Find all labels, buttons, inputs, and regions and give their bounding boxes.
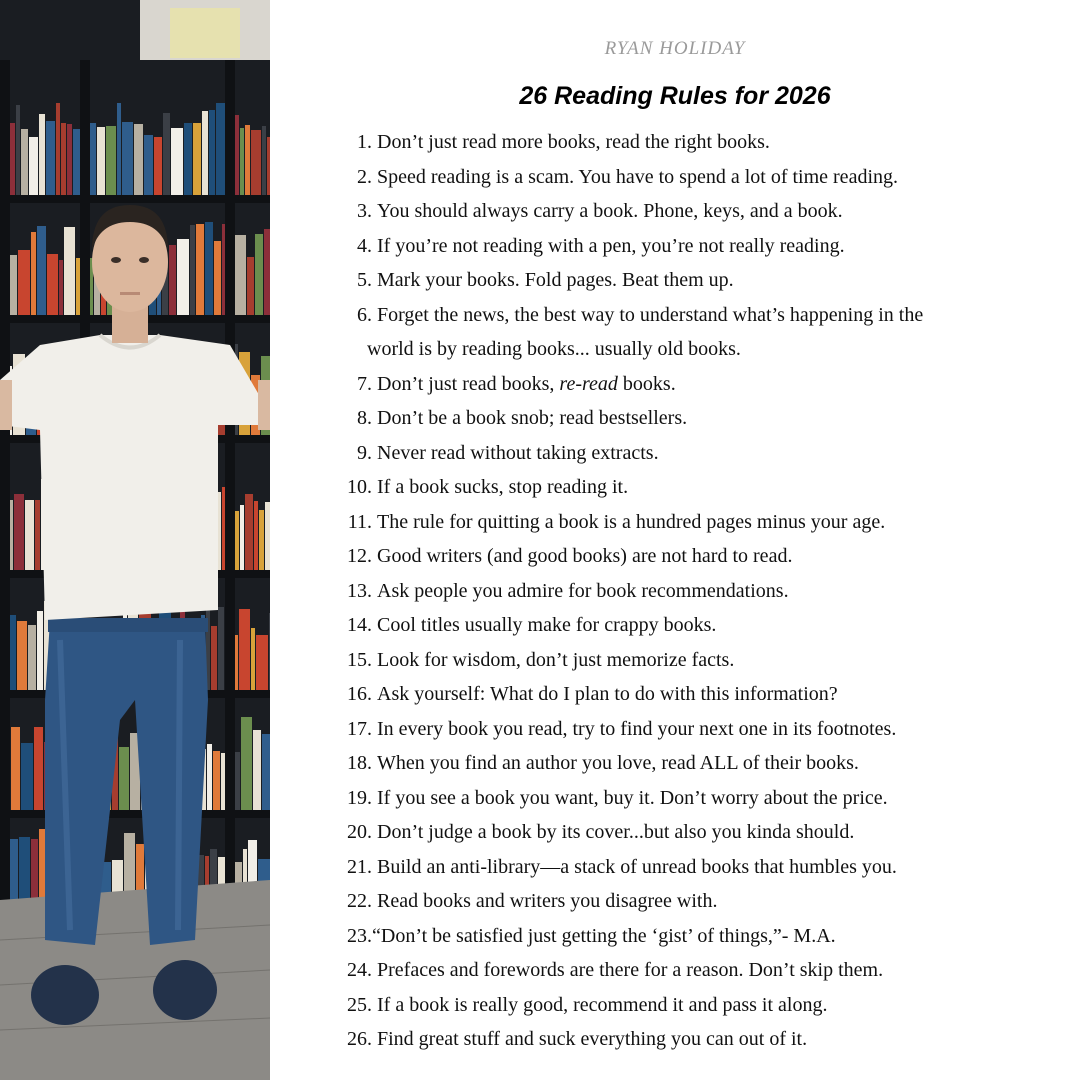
rule-text: Speed reading is a scam. You have to spend a lot of time reading. [377,165,898,188]
rule-text: Find great stuff and suck everything you can out of it. [377,1028,808,1050]
book-spine [262,126,266,195]
rule-text-part: Don’t just read books, [377,372,560,395]
book-spine [247,257,254,315]
book-spine [17,621,27,690]
book-spine [245,125,250,195]
book-spine [171,128,183,195]
page-title: 26 Reading Rules for 2026 [519,82,831,110]
shelf-post [225,60,235,920]
rule-text: Forget the news, the best way to understand what’s happening in the [377,303,924,326]
rule-text: Ask yourself: What do I plan to do with this information? [377,683,838,705]
rule-text: Read books and writers you disagree with. [377,890,718,912]
rule-number: 9. [357,441,372,464]
author-name: RYAN HOLIDAY [604,38,746,59]
book-spine [256,635,268,690]
rule-item [332,677,1042,712]
rule-number: 14. [347,614,372,636]
book-spine [144,135,153,195]
rule-number: 12. [347,545,372,567]
rule-item [332,298,1042,367]
book-spine [211,626,217,690]
rule-item [332,436,1042,471]
book-spine [25,500,34,570]
rule-number: 25. [347,993,372,1016]
shelf-post [0,60,10,920]
book-spine [234,235,246,315]
rule-text: Ask people you admire for book recommendations. [377,579,789,602]
rule-item [332,1022,1042,1057]
book-spine [196,224,204,315]
book-spine [61,123,66,195]
book-spine [106,126,116,195]
rule-text-emphasis: re-read [559,372,618,395]
rule-number: 16. [347,683,372,705]
rule-item [332,953,1042,988]
book-spine [154,137,162,195]
book-spine [31,232,36,315]
rule-number: 1. [357,131,372,153]
book-spine [64,227,75,315]
rule-text: Cool titles usually make for crappy books. [377,614,717,636]
rule-item [332,781,1042,816]
book-spine [239,609,250,690]
book-spine [122,122,133,195]
book-spine [28,625,36,690]
rule-number: 15. [347,648,372,671]
rule-item [332,367,1042,402]
book-spine [56,103,60,195]
rule-text: If a book is really good, recommend it and pass it along. [377,993,828,1016]
rule-number: 4. [357,234,372,257]
rule-number: 18. [347,752,372,774]
book-spine [245,494,253,570]
rule-text: Don’t be a book snob; read bestsellers. [377,407,688,429]
rule-item [332,643,1042,678]
book-spine [202,111,208,195]
book-spine [205,222,213,315]
rule-text: In every book you read, try to find your next one in its footnotes. [377,717,897,740]
book-spine [39,114,45,195]
rule-item [332,470,1042,505]
rule-number: 10. [347,476,372,498]
book-spine [255,234,263,315]
book-spine [240,505,244,570]
rule-text: “Don’t be satisfied just getting the ‘gist’ of things,”- M.A. [372,924,836,947]
book-spine [213,751,220,810]
book-spine [46,121,55,195]
rule-text: If you see a book you want, buy it. Don’t worry about the price. [377,786,888,809]
rule-item [332,194,1042,229]
rule-item [332,712,1042,747]
book-spine [21,743,33,810]
book-spine [37,226,46,315]
rule-text [372,367,676,402]
book-spine [47,254,58,315]
rule-number: 26. [347,1028,372,1050]
rule-number: 11. [347,510,372,533]
author-photo [0,0,270,1080]
rule-number: 23. [347,924,372,947]
rule-text-part: books. [617,372,676,395]
book-spine [21,129,28,195]
rule-text: When you find an author you love, read ALL of their books. [377,752,859,774]
rule-text: Build an anti-library—a stack of unread books that humbles you. [377,855,897,878]
book-spine [97,127,105,195]
book-spine [18,250,30,315]
book-spine [37,611,43,690]
rule-text: Good writers (and good books) are not hard to read. [377,545,793,567]
rule-number: 3. [357,200,372,222]
rule-item [332,229,1042,264]
rule-number: 17. [347,717,372,740]
rule-text: Don’t just read more books, read the right books. [377,131,770,153]
book-spine [59,260,63,315]
rule-text-continuation: world is by reading books... usually old books. [367,338,741,360]
book-spine [253,730,261,810]
rule-number: 21. [347,855,372,878]
book-spine [29,137,38,195]
rule-number: 20. [347,821,372,843]
rule-text: Don’t judge a book by its cover...but also you kinda should. [377,821,855,843]
book-spine [240,128,244,195]
book-spine [241,717,252,810]
rules-list [332,125,1042,1057]
book-spine [184,123,192,195]
rule-text: If a book sucks, stop reading it. [377,476,629,498]
reading-rules-panel [270,0,1080,1080]
rule-item [332,815,1042,850]
rule-text: You should always carry a book. Phone, keys, and a book. [377,200,843,222]
book-spine [251,628,255,690]
book-spine [209,110,215,195]
rule-item [332,850,1042,885]
rule-item [332,884,1042,919]
rule-number: 6. [357,303,372,326]
rule-item [332,505,1042,540]
rule-item [332,401,1042,436]
rule-item [332,160,1042,195]
book-spine [14,494,24,570]
book-spine [67,124,72,195]
book-spine [16,105,20,195]
book-spine [177,239,189,315]
book-spine [119,747,129,810]
book-spine [169,245,176,315]
rule-item [332,608,1042,643]
book-spine [262,734,270,810]
book-spine [35,500,40,570]
rule-text: Never read without taking extracts. [377,441,659,464]
rule-text: Mark your books. Fold pages. Beat them up. [377,269,734,291]
book-spine [259,510,264,570]
rule-number: 5. [357,269,372,291]
book-spine [254,501,258,570]
book-spine [117,103,121,195]
rule-number: 19. [347,786,372,809]
rule-item [332,539,1042,574]
rule-item [332,746,1042,781]
book-spine [34,727,43,810]
rule-item [332,263,1042,298]
book-spine [251,130,261,195]
rule-text: The rule for quitting a book is a hundred pages minus your age. [377,510,886,533]
book-spine [163,113,170,195]
rule-text: Look for wisdom, don’t just memorize facts. [377,648,735,671]
book-spine [190,225,195,315]
rule-item [332,574,1042,609]
book-spine [9,255,17,315]
rule-number: 24. [347,959,372,981]
bookstore-photo-illustration [0,0,270,1080]
book-spine [218,607,224,690]
book-spine [193,123,201,195]
book-spine [207,744,212,810]
book-spine [134,124,143,195]
rule-number: 13. [347,579,372,602]
rule-text: If you’re not reading with a pen, you’re not really reading. [377,234,845,257]
book-spine [11,727,20,810]
rule-number: 22. [347,890,372,912]
rule-number: 2. [357,165,372,188]
rule-item [332,125,1042,160]
rule-item [332,988,1042,1023]
rule-number: 8. [357,407,372,429]
rule-item [332,919,1042,954]
book-spine [214,241,221,315]
rule-number: 7. [357,372,372,395]
rule-text: Prefaces and forewords are there for a reason. Don’t skip them. [377,959,884,981]
